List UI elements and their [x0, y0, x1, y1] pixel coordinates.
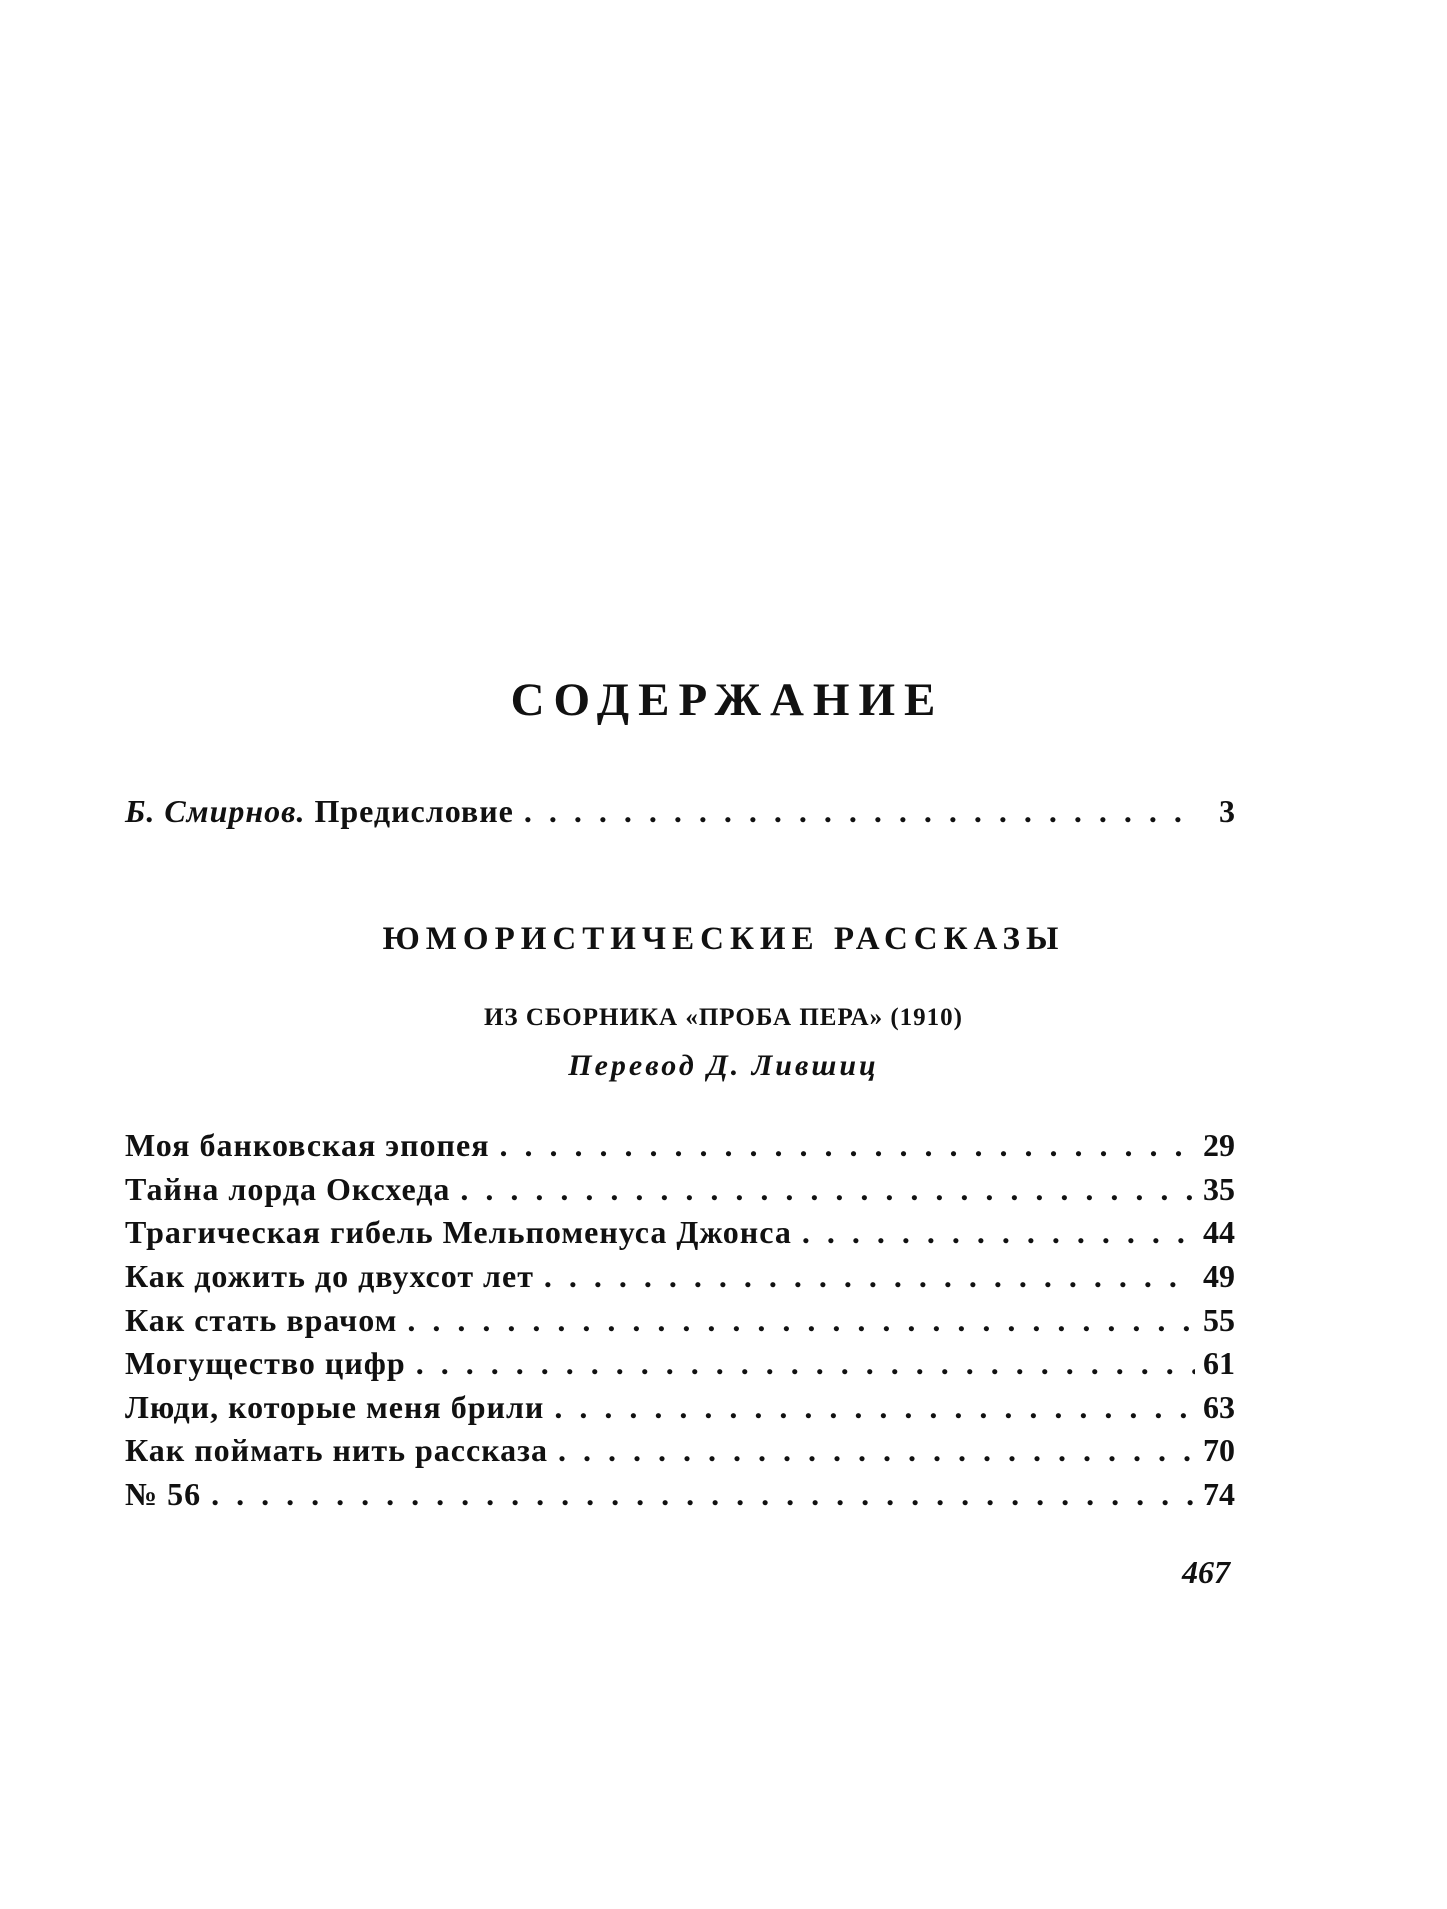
dot-leader	[514, 790, 1195, 832]
toc-entry-title: Моя банковская эпопея	[125, 1127, 490, 1163]
toc-entry-title: Могущество цифр	[125, 1345, 406, 1381]
toc-entry	[125, 1473, 1235, 1515]
toc-entry-title: Трагическая гибель Мельпоменуса Джонса	[125, 1214, 792, 1250]
toc-page-number: 61	[1203, 1345, 1235, 1381]
dot-leader	[548, 1429, 1195, 1471]
toc-entry-preface	[125, 790, 1235, 832]
dot-leader	[792, 1211, 1195, 1253]
toc-page-number: 49	[1203, 1258, 1235, 1294]
toc-entry	[125, 1386, 1235, 1428]
toc-page-number: 70	[1203, 1432, 1235, 1468]
toc-page-number: 55	[1203, 1302, 1235, 1338]
toc-entry-title: Как поймать нить рассказа	[125, 1432, 549, 1468]
toc-entry	[125, 1299, 1235, 1341]
toc-entry	[125, 1255, 1235, 1297]
toc-page-number: 3	[1219, 793, 1235, 829]
translator-credit: Перевод Д. Лившиц	[568, 1049, 879, 1082]
toc-page-number: 29	[1203, 1127, 1235, 1163]
dot-leader	[450, 1168, 1195, 1210]
page-number: 467	[1182, 1554, 1230, 1590]
section-heading: ЮМОРИСТИЧЕСКИЕ РАССКАЗЫ	[382, 921, 1065, 957]
toc-entry-title: № 56	[125, 1476, 202, 1512]
dot-leader	[534, 1255, 1195, 1297]
toc-page-number: 74	[1203, 1476, 1235, 1512]
toc-entry-title: Как стать врачом	[125, 1302, 398, 1338]
toc-entry	[125, 1168, 1235, 1210]
dot-leader	[201, 1473, 1195, 1515]
toc-entry	[125, 1342, 1235, 1384]
subsection-heading: ИЗ СБОРНИКА «ПРОБА ПЕРА» (1910)	[483, 1004, 963, 1031]
page-title: СОДЕРЖАНИЕ	[510, 674, 945, 726]
toc-entry-title	[125, 790, 514, 832]
toc-entry	[125, 1211, 1235, 1253]
toc-entry	[125, 1124, 1235, 1166]
dot-leader	[544, 1386, 1195, 1428]
toc-page-number: 44	[1203, 1214, 1235, 1250]
toc-entry-title: Люди, которые меня брили	[125, 1389, 545, 1425]
preface-title: Предисловие	[314, 793, 514, 829]
toc-entry-title: Тайна лорда Оксхеда	[125, 1171, 451, 1207]
toc-page-number: 35	[1203, 1171, 1235, 1207]
dot-leader	[397, 1299, 1195, 1341]
dot-leader	[406, 1342, 1195, 1384]
toc-entry-title: Как дожить до двухсот лет	[125, 1258, 534, 1294]
toc-entry	[125, 1429, 1235, 1471]
preface-author: Б. Смирнов.	[125, 793, 306, 829]
toc-page-number: 63	[1203, 1389, 1235, 1425]
dot-leader	[490, 1124, 1196, 1166]
